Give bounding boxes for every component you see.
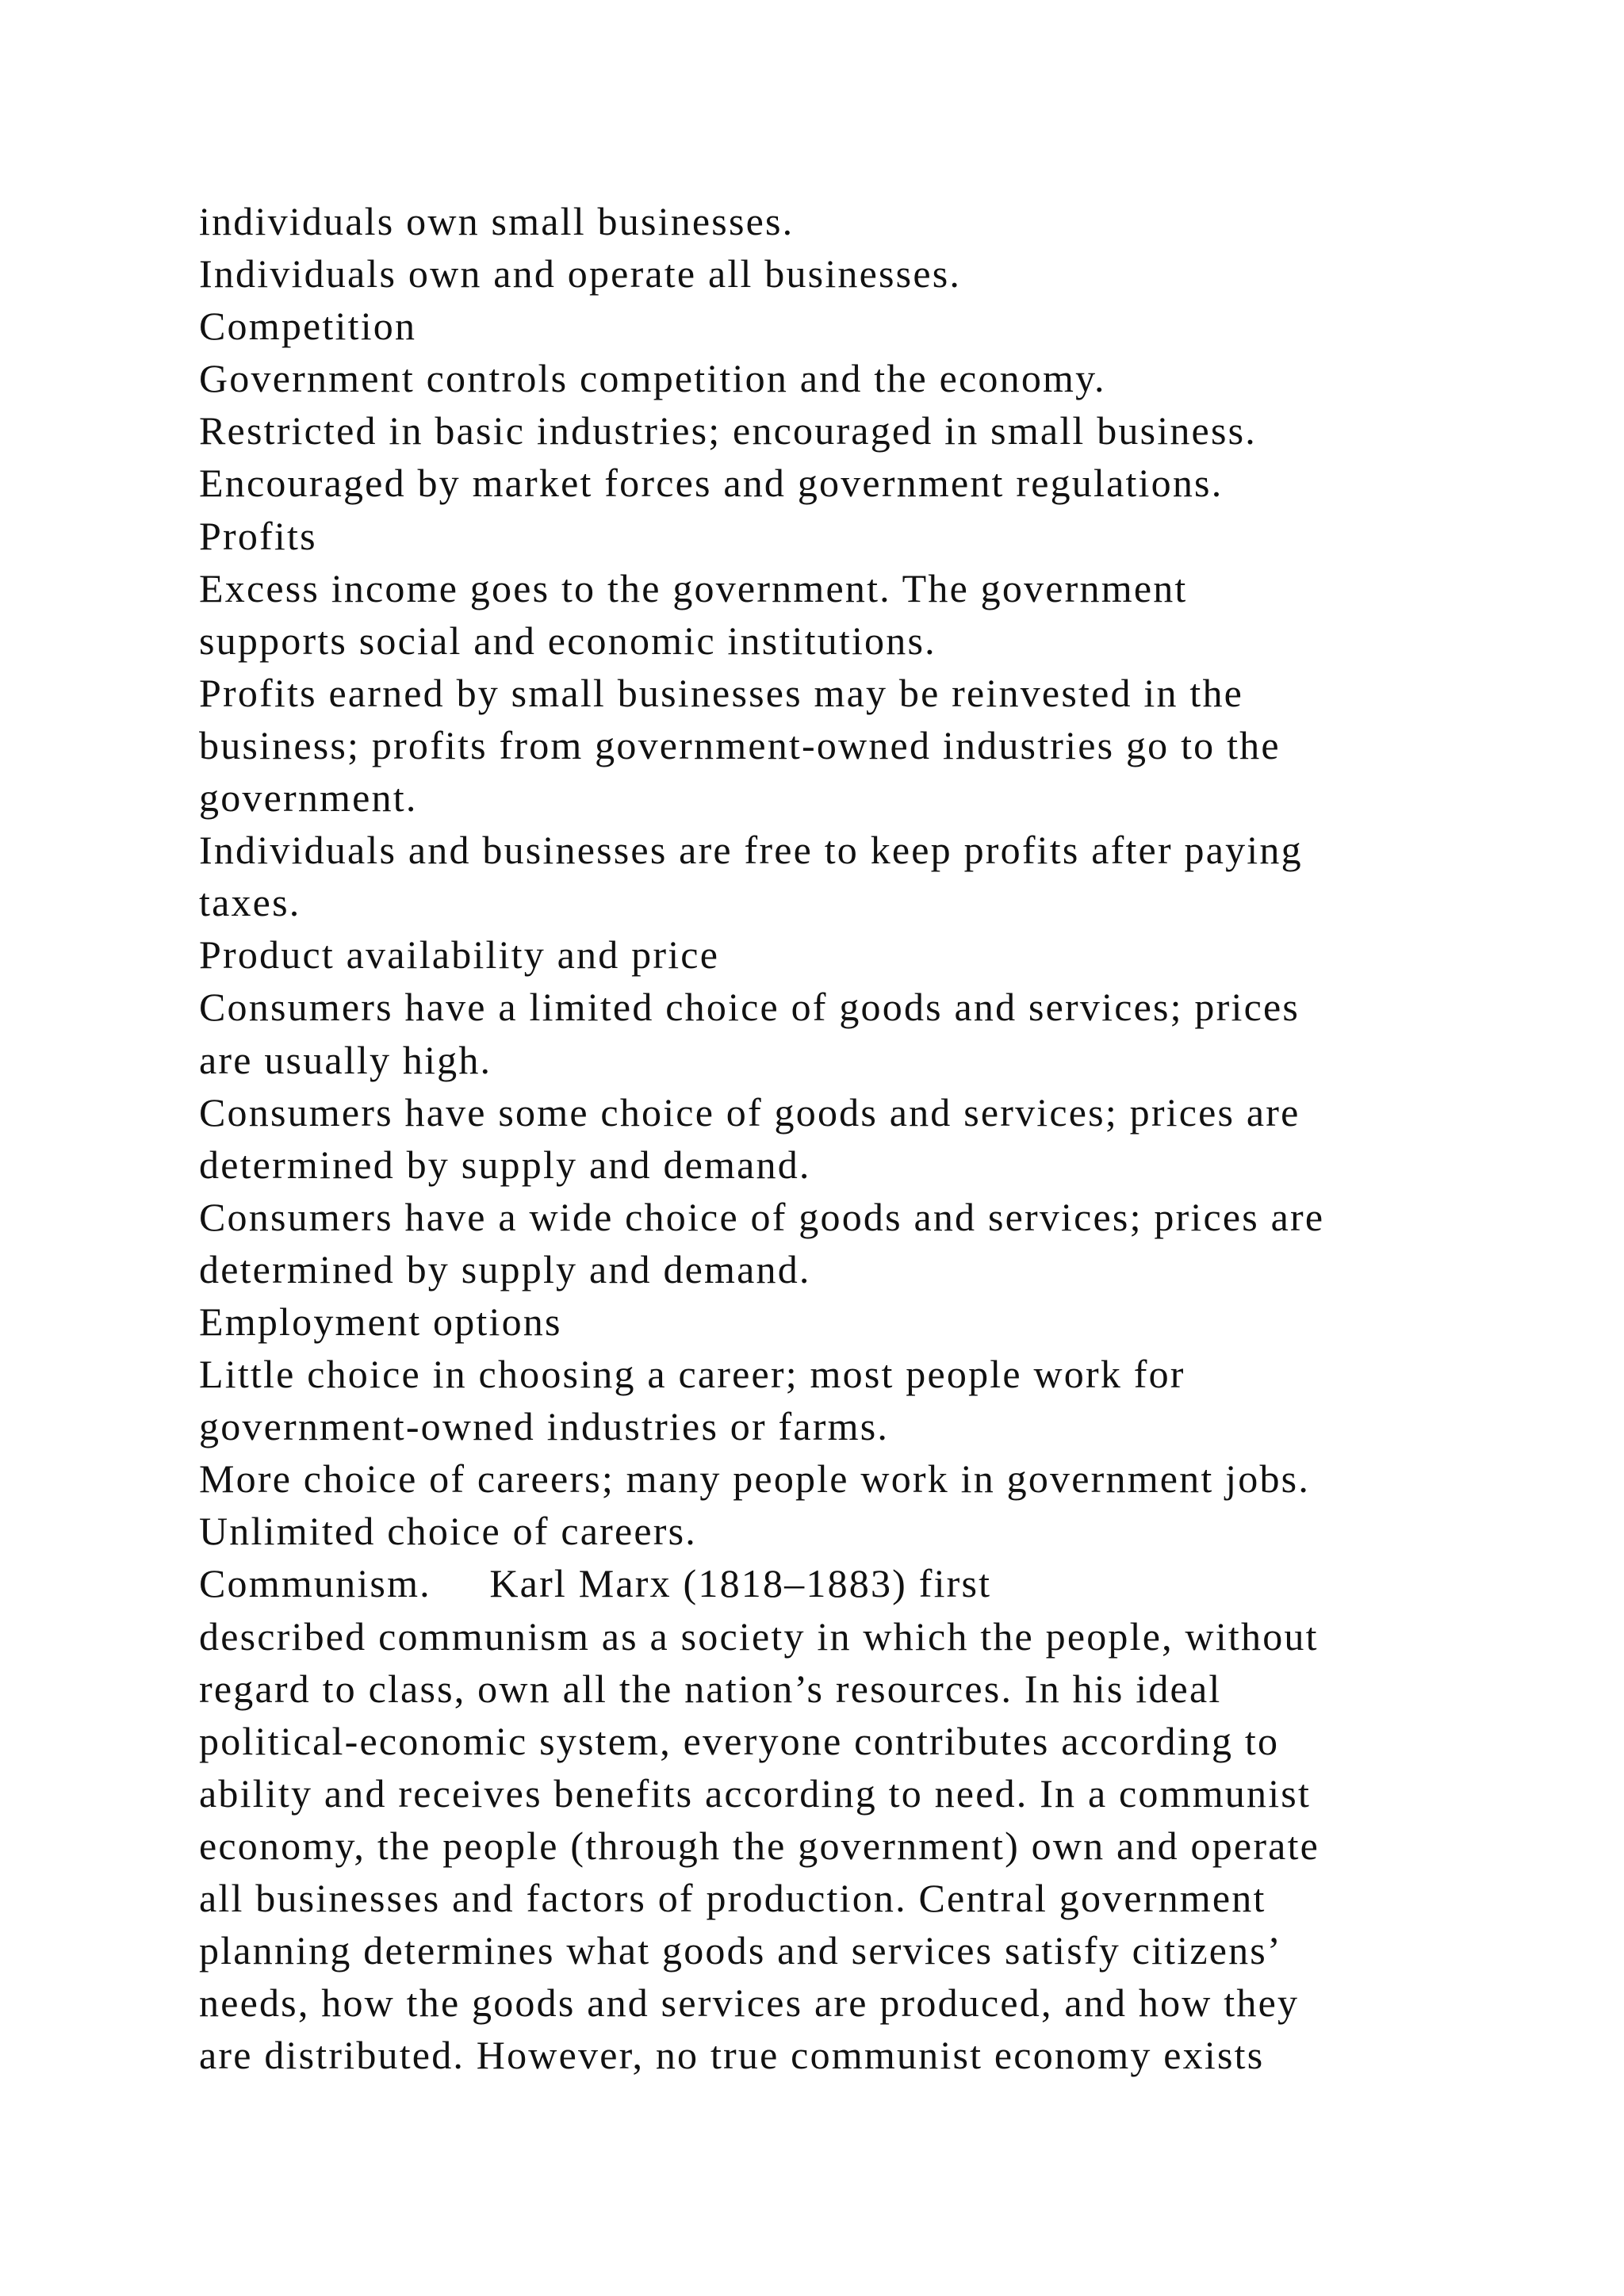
text-line: Employment options bbox=[199, 1299, 562, 1344]
text-line: Restricted in basic industries; encouraged in small business. bbox=[199, 408, 1257, 453]
text-line: Encouraged by market forces and government regulations. bbox=[199, 461, 1224, 506]
text-line: taxes. bbox=[199, 880, 301, 925]
text-line: Profits earned by small businesses may be reinvested in the bbox=[199, 670, 1244, 715]
text-line: government-owned industries or farms. bbox=[199, 1404, 890, 1449]
text-line: Product availability and price bbox=[199, 932, 720, 978]
text-line: Individuals own and operate all businesses. bbox=[199, 251, 962, 297]
text-line: needs, how the goods and services are produced, and how they bbox=[199, 1980, 1300, 2026]
text-line: determined by supply and demand. bbox=[199, 1246, 811, 1292]
text-line: Consumers have some choice of goods and services; prices are bbox=[199, 1089, 1300, 1135]
text-line: planning determines what goods and services satisfy citizens’ bbox=[199, 1928, 1282, 1973]
text-line: all businesses and factors of production. Central government bbox=[199, 1876, 1266, 1920]
text-line: political-economic system, everyone contributes according to bbox=[199, 1718, 1280, 1763]
text-line: ability and receives benefits according to need. In a communist bbox=[199, 1770, 1312, 1816]
text-line: More choice of careers; many people work in government jobs. bbox=[199, 1456, 1311, 1502]
text-line: Government controls competition and the economy. bbox=[199, 356, 1106, 401]
text-line: Consumers have a limited choice of goods and services; prices bbox=[199, 985, 1300, 1030]
text-line: are distributed. However, no true communist economy exists bbox=[199, 2033, 1265, 2078]
text-line: Individuals and businesses are free to keep profits after paying bbox=[199, 828, 1303, 873]
text-line: Competition bbox=[199, 304, 417, 349]
text-line: Excess income goes to the government. The government bbox=[199, 565, 1188, 610]
text-line: Profits bbox=[199, 513, 317, 558]
document-text bbox=[199, 195, 1500, 2081]
text-line: Little choice in choosing a career; most people work for bbox=[199, 1352, 1185, 1397]
text-line: are usually high. bbox=[199, 1037, 492, 1082]
text-line: government. bbox=[199, 775, 418, 821]
text-line: regard to class, own all the nation’s resources. In his ideal bbox=[199, 1666, 1222, 1711]
text-line: business; profits from government-owned industries go to the bbox=[199, 722, 1281, 767]
text-line: economy, the people (through the government) own and operate bbox=[199, 1823, 1320, 1868]
text-line: supports social and economic institutions. bbox=[199, 618, 936, 663]
text-line: individuals own small businesses. bbox=[199, 199, 795, 243]
text-line: Unlimited choice of careers. bbox=[199, 1509, 698, 1554]
text-line: described communism as a society in which the people, without bbox=[199, 1613, 1319, 1659]
text-line: Consumers have a wide choice of goods and services; prices are bbox=[199, 1194, 1325, 1239]
text-line: determined by supply and demand. bbox=[199, 1142, 811, 1187]
text-line: Communism. Karl Marx (1818–1883) first bbox=[199, 1561, 992, 1606]
